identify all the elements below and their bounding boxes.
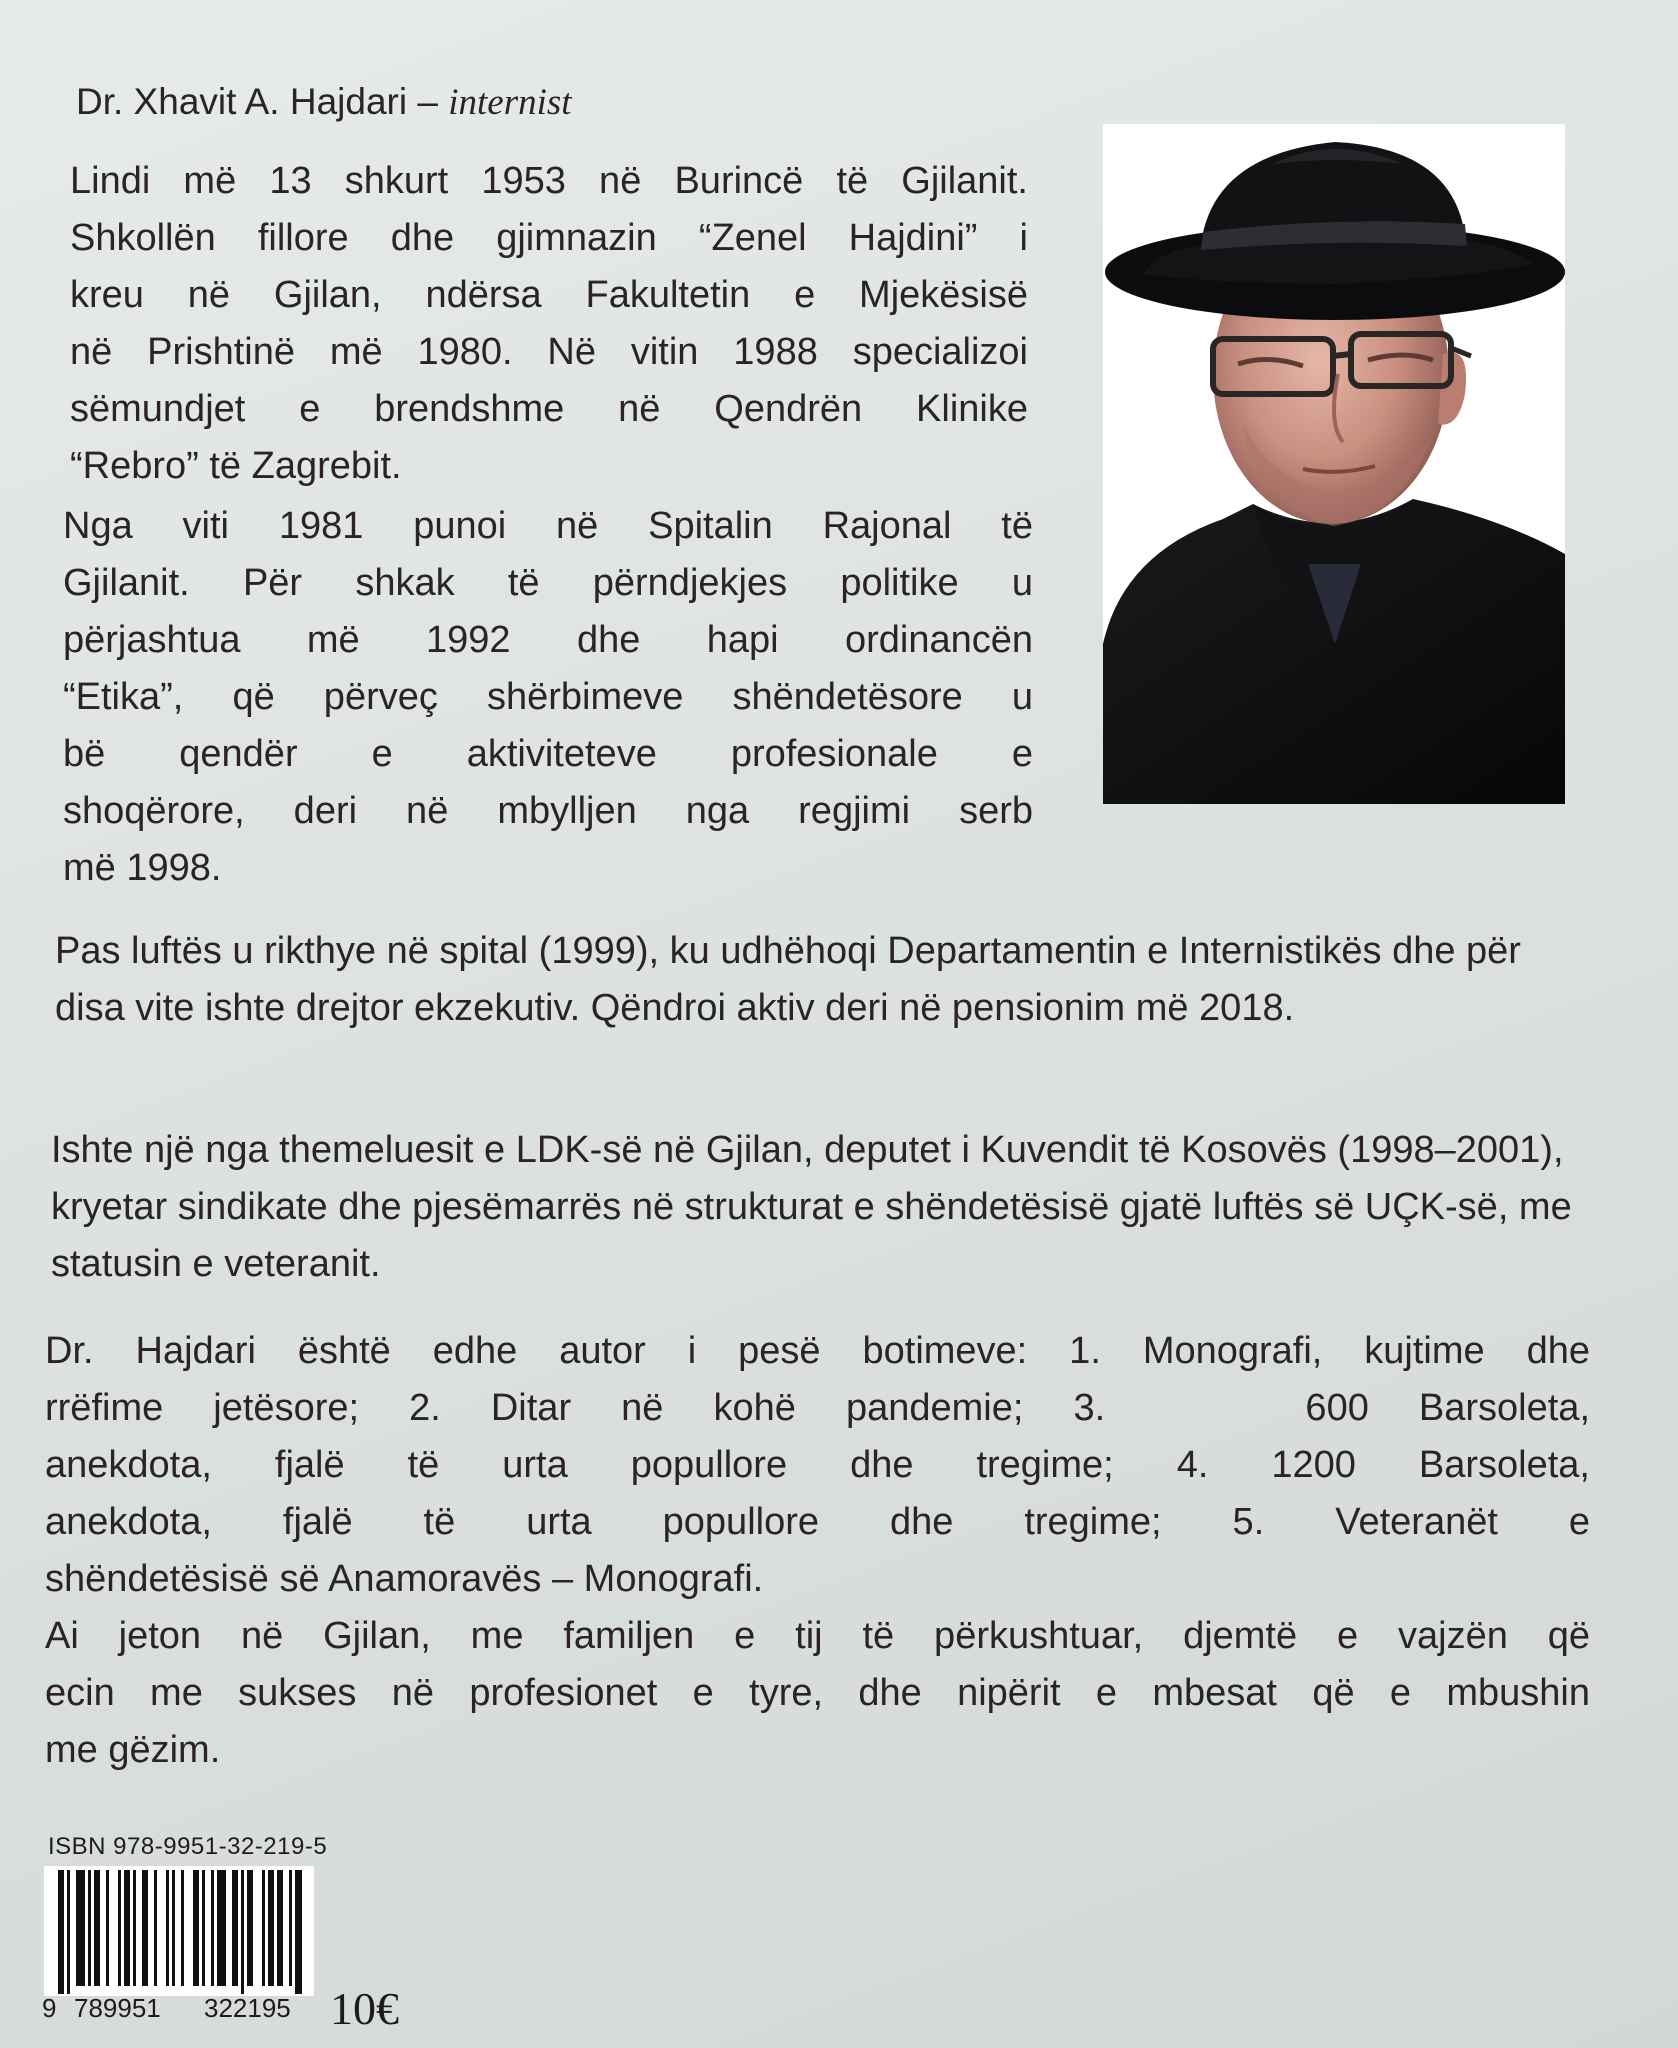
text-line: “Rebro” të Zagrebit.: [70, 445, 402, 487]
barcode-bar: [181, 1870, 184, 1986]
text-line: Nga viti 1981 punoi në Spitalin Rajonal të: [63, 505, 1033, 547]
text-line: Dr. Hajdari është edhe autor i pesë botimeve: 1. Monografi, kujtime dhe: [45, 1330, 1590, 1372]
text-line: sëmundjet e brendshme në Qendrën Klinike: [70, 388, 1028, 430]
text-line: përjashtua më 1992 dhe hapi ordinancën: [63, 619, 1033, 661]
text-line: Ai jeton në Gjilan, me familjen e tij të përkushtuar, djemtë e vajzën që: [45, 1615, 1590, 1657]
bio-paragraph-publications-family: [45, 1323, 1590, 1779]
text-line: “Etika”, që përveç shërbimeve shëndetësore u: [63, 676, 1033, 718]
barcode-digits-right: 322195: [204, 1993, 291, 2023]
barcode-digits-left: 789951: [74, 1993, 161, 2023]
text-line: anekdota, fjalë të urta popullore dhe tregime; 4. 1200 Barsoleta,: [45, 1444, 1590, 1486]
text-line: kreu në Gjilan, ndërsa Fakultetin e Mjekësisë: [70, 274, 1028, 316]
text-line: më 1998.: [63, 847, 222, 889]
barcode-bar: [277, 1870, 283, 1986]
barcode-bar: [211, 1870, 214, 1986]
barcode-bar: [154, 1870, 157, 1986]
barcode-bar: [172, 1870, 175, 1986]
barcode-bar: [268, 1870, 274, 1986]
author-name: Dr. Xhavit A. Hajdari –: [76, 81, 438, 122]
text-line: Shkollën fillore dhe gjimnazin “Zenel Hajdini” i: [70, 217, 1028, 259]
text-line: rrëfime jetësore; 2. Ditar në kohë pandemie; 3. 600 Barsoleta,: [45, 1387, 1590, 1429]
barcode-bar: [58, 1870, 64, 1994]
text-line: shoqërore, deri në mbylljen nga regjimi serb: [63, 790, 1033, 832]
price: 10€: [330, 1983, 399, 2034]
barcode-bar: [106, 1870, 109, 1986]
barcode-bar: [88, 1870, 91, 1986]
barcode-bar: [166, 1870, 169, 1986]
barcode-bar: [241, 1870, 244, 1994]
barcode-bar: [67, 1870, 70, 1994]
text-line: Lindi më 13 shkurt 1953 në Burincë të Gjilanit.: [70, 160, 1028, 202]
barcode-bar: [118, 1870, 121, 1986]
text-line: anekdota, fjalë të urta popullore dhe tregime; 5. Veteranët e: [45, 1501, 1590, 1543]
barcode-bar: [124, 1870, 130, 1986]
barcode-bar: [133, 1870, 136, 1986]
text-line: bë qendër e aktiviteteve profesionale e: [63, 733, 1033, 775]
bio-paragraph-after-war: Pas luftës u rikthye në spital (1999), ku udhëhoqi Departamentin e Internistikës dhe për disa vite ishte drejtor ekzekutiv. Qëndroi aktiv deri në pensionim më 2018.: [55, 930, 1521, 1029]
barcode-bar: [142, 1870, 148, 1986]
barcode-bar: [202, 1870, 205, 1986]
author-photo: [1103, 124, 1565, 804]
text-line: shëndetësisë së Anamoravës – Monografi.: [45, 1558, 764, 1600]
barcode-bar: [232, 1870, 238, 1986]
barcode-digit-prefix: 9: [42, 1993, 57, 2023]
barcode-bar: [217, 1870, 226, 1986]
bio-paragraph-politics: Ishte një nga themeluesit e LDK-së në Gjilan, deputet i Kuvendit të Kosovës (1998–2001), kryetar sindikate dhe pjesëmarrës në strukturat e shëndetësisë gjatë luftës së UÇK-së, me statusin e veteranit.: [51, 1129, 1572, 1285]
author-portrait-illustration: [1103, 124, 1565, 804]
author-role: internist: [448, 82, 572, 123]
text-line: me gëzim.: [45, 1729, 221, 1771]
barcode-bar: [247, 1870, 253, 1986]
author-heading: [76, 72, 572, 133]
text-line: Gjilanit. Për shkak të përndjekjes politike u: [63, 562, 1033, 604]
barcode-bar: [76, 1870, 85, 1986]
barcode-bars: [44, 1866, 314, 1996]
barcode-bar: [295, 1870, 302, 1994]
barcode: [44, 1866, 314, 1996]
text-line: ecin me sukses në profesionet e tyre, dhe nipërit e mbesat që e mbushin: [45, 1672, 1590, 1714]
barcode-bar: [262, 1870, 265, 1986]
barcode-bar: [94, 1870, 100, 1986]
bio-paragraph-birth-education: [70, 153, 1028, 495]
barcode-bar: [289, 1870, 292, 1986]
bio-paragraph-career: [63, 498, 1033, 897]
barcode-bar: [193, 1870, 199, 1986]
text-line: në Prishtinë më 1980. Në vitin 1988 specializoi: [70, 331, 1028, 373]
isbn-label: ISBN 978-9951-32-219-5: [48, 1833, 328, 1860]
